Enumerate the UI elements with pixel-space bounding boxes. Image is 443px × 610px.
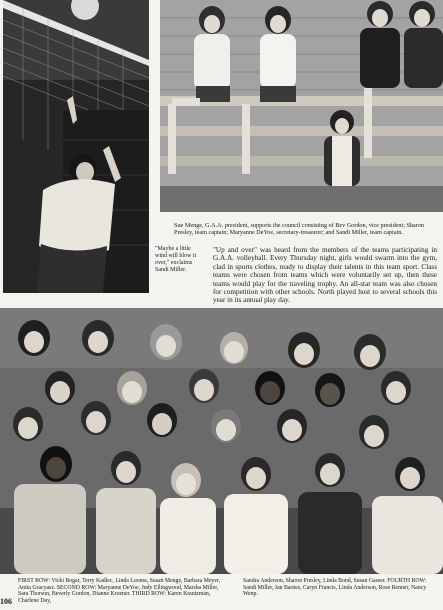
volleyball-body-text: "Up and over" was heard from the members of the teams participating in G.A.A. volleyball. Every Thursday night, girls would swarm into the gym, clad in sports clothes, ready to display their talents in this team sport. Class teams were chosen from teams which were voluntarily set up, then these teams would play for the traveling trophy. An all-star team was also chosen for competition with other schools. North played host to several schools this year in its annual play day. bbox=[213, 246, 437, 305]
team-rows-caption-left: FIRST ROW: Vicki Bogar, Terry Kadlec, Linda Luoma, Susan Menge, Barbara Meyer, Anita Gracyasz. SECOND ROW: Maryanne DeYoe, Judy Ellingwood, Marsha Miller, Sara Thorson, Beverly Gordon, Dianne Kroener. THIRD ROW: Karen Krautzman, Charlene Day, bbox=[18, 578, 221, 604]
volleyball-photo-image bbox=[3, 0, 149, 293]
team-group-photo-image bbox=[0, 308, 443, 574]
team-group-photo bbox=[0, 308, 443, 574]
team-rows-caption-right: Sandra Anderson, Sharon Presley, Linda Bond, Susan Gasser. FOURTH ROW: Sandi Miller, Jan Barnes, Caryn Francis, Linda Anderson, Rose Renner, Nancy Wenp. bbox=[243, 578, 427, 598]
council-photo-image bbox=[160, 0, 443, 212]
council-caption: Sue Menge, G.A.A. president, supports the council consisting of Bev Gordon, vice president; Sharon Presley, team captain; Maryanne DeYoe, secretary-treasurer; and Sandi Miller, team captain. bbox=[174, 222, 425, 237]
volleyball-photo bbox=[3, 0, 149, 293]
council-photo bbox=[160, 0, 443, 212]
quote-caption: "Maybe a little wind will blow it over," exclaims Sandi Miller. bbox=[155, 246, 197, 273]
page-number: 106 bbox=[0, 597, 12, 606]
